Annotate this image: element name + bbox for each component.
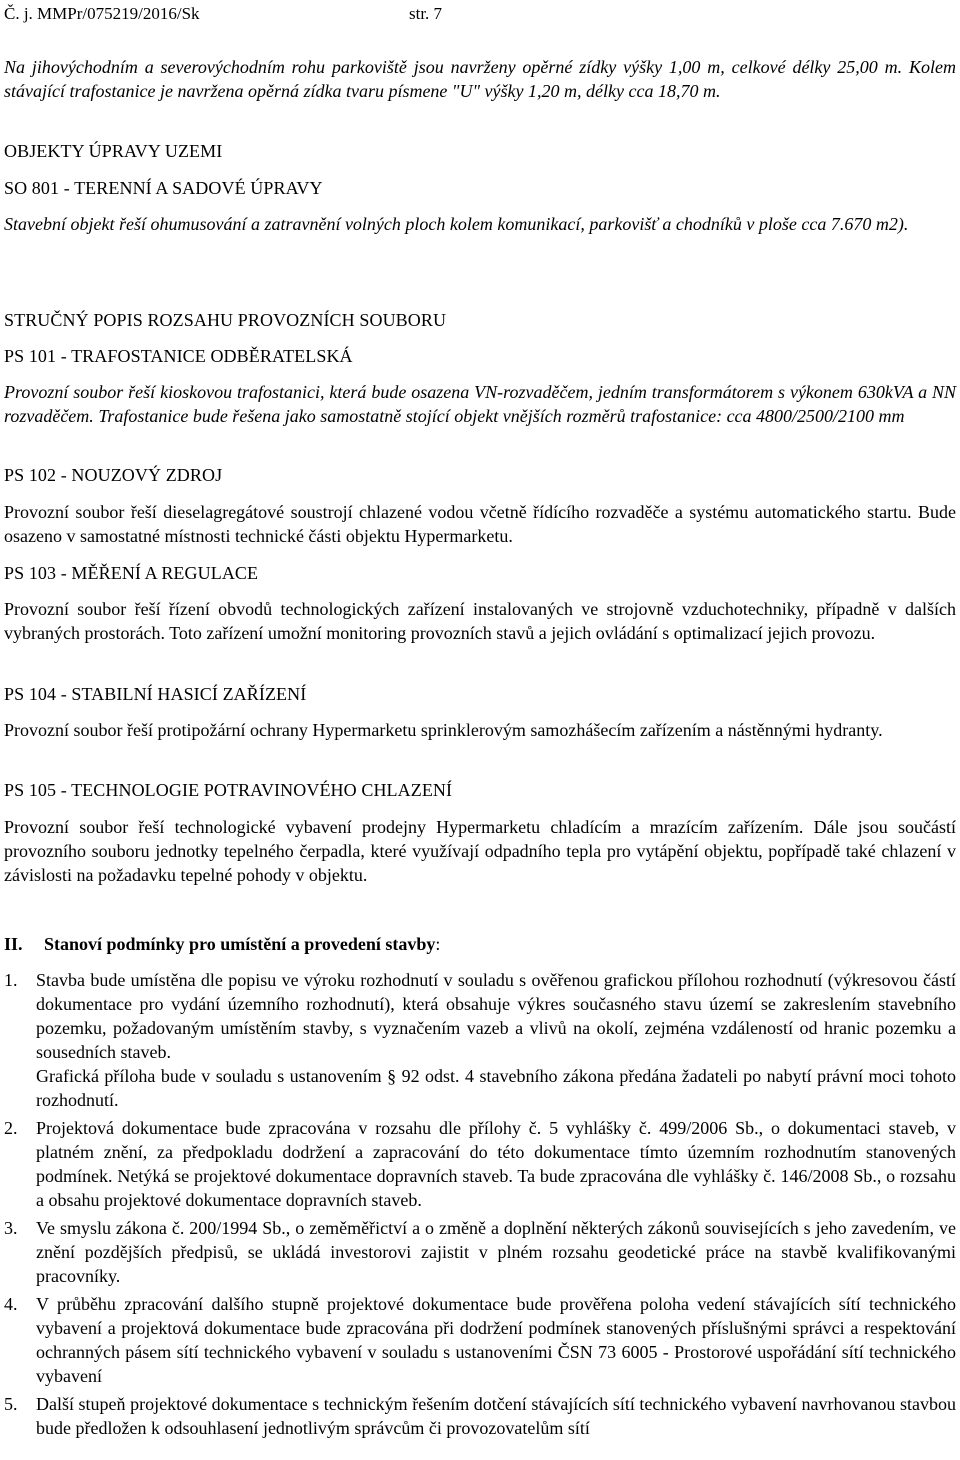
ps102-text: Provozní soubor řeší dieselagregátové soustrojí chlazené vodou včetně řídícího rozvaděče a systému automatického startu. Bude osazeno v samostatné místnosti technické části objektu Hypermarketu. <box>4 502 956 546</box>
condition-number: 5. <box>4 1394 18 1414</box>
condition-item-3 <box>4 1216 956 1288</box>
ps101-text <box>4 380 956 428</box>
ps101-text-part1: Provozní soubor řeší kioskovou trafostanici, která bude osazena VN-rozvaděčem, jedním transformátorem s výkonem 630kVA a NN rozvaděčem. <box>4 382 956 426</box>
condition-number: 2. <box>4 1118 18 1138</box>
section-ii-heading <box>4 932 956 956</box>
provozni-heading: STRUČNÝ POPIS ROZSAHU PROVOZNÍCH SOUBORU <box>4 310 447 330</box>
condition-item-5 <box>4 1392 956 1440</box>
condition-text: Ve smyslu zákona č. 200/1994 Sb., o zeměměřictví a o změně a doplnění některých zákonů souvisejících s jeho zavedením, ve znění pozdějších předpisů, se ukládá investorovi zajistit v plném rozsahu geodetické práce na stavbě kvalifikovanými pracovníky. <box>36 1218 956 1286</box>
page-header <box>4 3 443 25</box>
ps102-title: PS 102 - NOUZOVÝ ZDROJ <box>4 465 223 485</box>
condition-subtext: Grafická příloha bude v souladu s ustanovením § 92 odst. 4 stavebního zákona předána žadateli po nabytí právní moci tohoto rozhodnutí. <box>36 1066 956 1110</box>
condition-text: Další stupeň projektové dokumentace s technickým řešením dotčení stávajících sítí technického vybavení navrhovanou stavbou bude předložen k odsouhlasení jednotlivým správcům či provozovatelům sítí <box>36 1394 956 1438</box>
reference-number: Č. j. MMPr/075219/2016/Sk <box>4 4 200 23</box>
conditions-list <box>4 968 956 1440</box>
intro-paragraph: Na jihovýchodním a severovýchodním rohu parkoviště jsou navrženy opěrné zídky výšky 1,00 m, celkové délky 25,00 m. Kolem stávající trafostanice je navržena opěrná zídka tvaru písmene "U" výšky 1,20 m, délky cca 18,70 m. <box>4 57 956 101</box>
section-ii-title: Stanoví podmínky pro umístění a provedení stavby <box>44 934 436 954</box>
so801-text: Stavební objekt řeší ohumusování a zatravnění volných ploch kolem komunikací, parkovišť a chodníků v ploše cca 7.670 m2). <box>4 214 909 234</box>
ps101-title: PS 101 - TRAFOSTANICE ODBĚRATELSKÁ <box>4 346 353 366</box>
ps105-title: PS 105 - TECHNOLOGIE POTRAVINOVÉHO CHLAZENÍ <box>4 780 453 800</box>
ps104-text: Provozní soubor řeší protipožární ochrany Hypermarketu sprinklerovým samozhášecím zařízením a nástěnnými hydranty. <box>4 720 883 740</box>
page-number: str. 7 <box>409 4 443 23</box>
ps103-text: Provozní soubor řeší řízení obvodů technologických zařízení instalovaných ve strojovně vzduchotechniky, případně v dalších vybraných prostorách. Toto zařízení umožní monitoring provozních stavů a jejich ovládání s optimalizací jejich provozu. <box>4 599 956 643</box>
condition-text: V průběhu zpracování dalšího stupně projektové dokumentace bude prověřena poloha vedení stávajících sítí technického vybavení a projektová dokumentace bude zpracována při dodržení podmínek stanovených příslušnými správci a respektování ochranných pásem sítí technického vybavení v souladu s ustanoveními ČSN 73 6005 - Prostorové uspořádání sítí technického vybavení <box>36 1294 956 1386</box>
condition-number: 3. <box>4 1218 18 1238</box>
condition-text: Stavba bude umístěna dle popisu ve výroku rozhodnutí v souladu s ověřenou grafickou přílohou rozhodnutí (výkresovou částí dokumentace pro vydání územního rozhodnutí), která obsahuje výkres současného stavu území se zakreslením stavebního pozemku, požadovaným umístěním stavby, s vyznačením vazeb a vlivů na okolí, zejména vzdáleností od hranic pozemku a sousedních staveb. <box>36 970 956 1062</box>
condition-item-1 <box>4 968 956 1112</box>
conditions-list-wrapper <box>4 968 956 1444</box>
condition-number: 1. <box>4 970 18 990</box>
condition-item-2 <box>4 1116 956 1212</box>
ps104-title: PS 104 - STABILNÍ HASICÍ ZAŘÍZENÍ <box>4 684 307 704</box>
ps105-text: Provozní soubor řeší technologické vybavení prodejny Hypermarketu chladícím a mrazícím zařízením. Dále jsou součástí provozního souboru jednotky tepelného čerpadla, které využívají odpadního tepla pro vytápění objektu, popřípadě také chlazení v závislosti na požadavku tepelné pohody v objektu. <box>4 817 956 885</box>
condition-number: 4. <box>4 1294 18 1314</box>
objekty-heading: OBJEKTY ÚPRAVY UZEMI <box>4 141 223 161</box>
section-ii-colon: : <box>435 934 441 954</box>
ps103-title: PS 103 - MĚŘENÍ A REGULACE <box>4 563 259 583</box>
condition-item-4 <box>4 1292 956 1388</box>
so801-title: SO 801 - TERENNÍ A SADOVÉ ÚPRAVY <box>4 178 323 198</box>
ps101-text-part2: Trafostanice bude řešena jako samostatně stojící objekt vnějších rozměrů trafostanice: cca 4800/2500/2100 mm <box>93 406 905 426</box>
condition-text: Projektová dokumentace bude zpracována v rozsahu dle přílohy č. 5 vyhlášky č. 499/2006 Sb., o dokumentaci staveb, v platném znění, za předpokladu dodržení a zapracování do této dokumentace tímto územním rozhodnutím stanovených podmínek. Netýká se projektové dokumentace dopravních staveb. Ta bude zpracována dle vyhlášky č. 146/2008 Sb., o rozsahu a obsahu projektové dokumentace dopravních staveb. <box>36 1118 956 1210</box>
section-ii-number: II. <box>4 934 23 954</box>
